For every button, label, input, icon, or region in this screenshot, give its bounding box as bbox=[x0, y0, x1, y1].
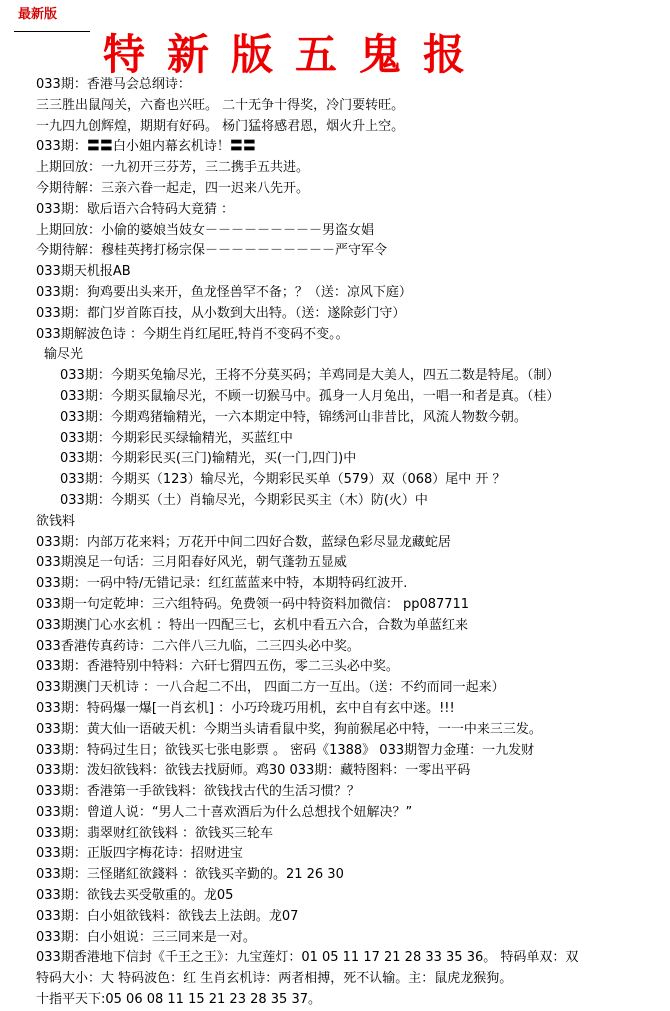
text-line: 033期：今期彩民买绿输精光，买蓝红中 bbox=[60, 430, 293, 446]
text-line: 033期：〓〓白小姐内幕玄机诗！〓〓 bbox=[36, 139, 256, 155]
text-line: 033期：特码过生日；欲钱买七张电影票 。 密码《1388》 033期智力金瑾：一九发财 bbox=[36, 742, 535, 758]
text-line: 033期：今期买鼠输尽光，不顾一切猴马中。孤身一人月兔出，一唱一和者是真。（桂） bbox=[60, 388, 560, 404]
text-line: 033期澳门天机诗 ：一八合起二不出， 四面二方一互出。（送：不约而同一起来） bbox=[36, 680, 505, 696]
text-line: 033期：今期鸡猪输精光，一六本期定中特，锦绣河山非昔比，风流人物数今朝。 bbox=[60, 409, 527, 425]
text-line: 三三胜出鼠闯关，六畜也兴旺。 二十无争十得奖，冷门要转旺。 bbox=[36, 97, 405, 113]
text-line: 033期：白小姐说：三三同来是一对。 bbox=[36, 929, 256, 945]
text-line: 欲钱料 bbox=[36, 513, 76, 529]
text-line: 今期待解：三亲六眷一起走，四一迟来八先开。 bbox=[36, 180, 310, 196]
text-line: 033期：香港马会总纲诗： bbox=[36, 77, 191, 92]
text-line: 033期：特码爆一爆[一肖玄机] ：小巧玲珑巧用机，玄中自有玄中迷。!!! bbox=[36, 700, 455, 716]
text-line: 033期：内部万花来料；万花开中间二四好合数，蓝绿色彩尽显龙藏蛇居 bbox=[36, 534, 451, 550]
text-line: 033期：今期买（123）输尽光，今期彩民买单（579）双（068）尾中 开 ？ bbox=[60, 472, 506, 488]
text-line: 033期：翡翠财红欲钱料 ：欲钱买三轮车 bbox=[36, 825, 273, 841]
text-line: 033期一句定乾坤：三六组特码。免费领一码中特资料加微信： pp087711 bbox=[36, 596, 470, 612]
text-line: 033期香港地下信封《千王之王》：九宝莲灯：01 05 11 17 21 28 33 35 36。 特码单双：双 bbox=[36, 950, 579, 966]
header-divider bbox=[14, 31, 90, 32]
text-line: 033期：曾道人说：“男人二十喜欢酒后为什么总想找个妞解决？” bbox=[36, 804, 413, 820]
text-line: 033期溴足一句话：三月阳春好风光，朝气蓬勃五显威 bbox=[36, 555, 347, 571]
text-line: 一九四九创辉煌，期期有好码。 杨门猛将感君恩，烟火升上空。 bbox=[36, 118, 405, 134]
text-line: 033期解波色诗 ：今期生肖红尾旺,特肖不变码不变。。 bbox=[36, 326, 349, 342]
text-line: 033期澳门心水玄机 ：特出一四配三七，玄机中看五六合，合数为单蓝红来 bbox=[36, 617, 468, 633]
text-line: 033期：白小姐欲钱料：欲钱去上法朗。龙07 bbox=[36, 908, 299, 924]
text-line: 033期：一码中特/无错记录：红红蓝蓝来中特，本期特码红波开. bbox=[36, 576, 408, 592]
text-line: 033期：香港特别中特料：六矸七猬四五伤，零二三头必中奖。 bbox=[36, 659, 399, 675]
text-line: 033期：都门岁首陈百技，从小数到大出特。（送：遂除彭门守） bbox=[36, 305, 406, 321]
text-line: 033期天机报AB bbox=[36, 264, 131, 280]
text-line: 033期：今期彩民买(三门)输精光，买(一门,四门)中 bbox=[60, 451, 357, 467]
text-line: 输尽光 bbox=[44, 347, 84, 363]
text-line: 033期：欲钱去买受敬重的。龙05 bbox=[36, 888, 234, 904]
edition-badge: 最新版 bbox=[18, 7, 58, 22]
text-line: 033期：歇后语六合特码大竟猜 ： bbox=[36, 201, 234, 217]
text-line: 今期待解：穆桂英拷打杨宗保－－－－－－－－－－严守军令 bbox=[36, 243, 388, 259]
text-line: 033期：黄大仙一语破天机：今期当头请看鼠中奖，狗前猴尾必中特，一一中来三三发。 bbox=[36, 721, 542, 737]
text-line: 033期：今期买兔输尽光，王将不分莫买码；羊鸡同是大美人，四五二数是特尾。（制） bbox=[60, 368, 560, 384]
text-line: 特码大小：大 特码波色：红 生肖玄机诗：两者相搏，死不认输。主：鼠虎龙猴狗。 bbox=[36, 971, 513, 987]
text-line: 十指平天下:05 06 08 11 15 21 23 28 35 37。 bbox=[36, 992, 321, 1008]
text-line: 033期：今期买（土）肖输尽光，今期彩民买主（木）防(火）中 bbox=[60, 492, 428, 508]
text-line: 033期：狗鸡要出头来开，鱼龙怪兽罕不备；？（送：凉风下庭） bbox=[36, 284, 412, 300]
page-title: 特新版五鬼报 bbox=[103, 30, 488, 79]
text-line: 上期回放：小偷的婆娘当妓女－－－－－－－－－男盗女娼 bbox=[36, 222, 375, 238]
article-body bbox=[0, 75, 670, 1011]
text-line: 033期：香港第一手欲钱料：欲钱找古代的生活习惯？？ bbox=[36, 784, 360, 800]
text-line: 033期：泼妇欲钱料：欲钱去找厨师。鸡30 033期：藏特图料：一零出平码 bbox=[36, 763, 471, 779]
text-line: 033香港传真药诗：二六伴八三九临，二三四头必中奖。 bbox=[36, 638, 360, 654]
text-line: 上期回放：一九初开三芬芳，三二携手五共进。 bbox=[36, 160, 310, 176]
text-line: 033期：三怪賭紅欲錢料 ：欲钱买辛勤的。21 26 30 bbox=[36, 867, 344, 883]
text-line: 033期：正版四字梅花诗：招财进宝 bbox=[36, 846, 243, 862]
